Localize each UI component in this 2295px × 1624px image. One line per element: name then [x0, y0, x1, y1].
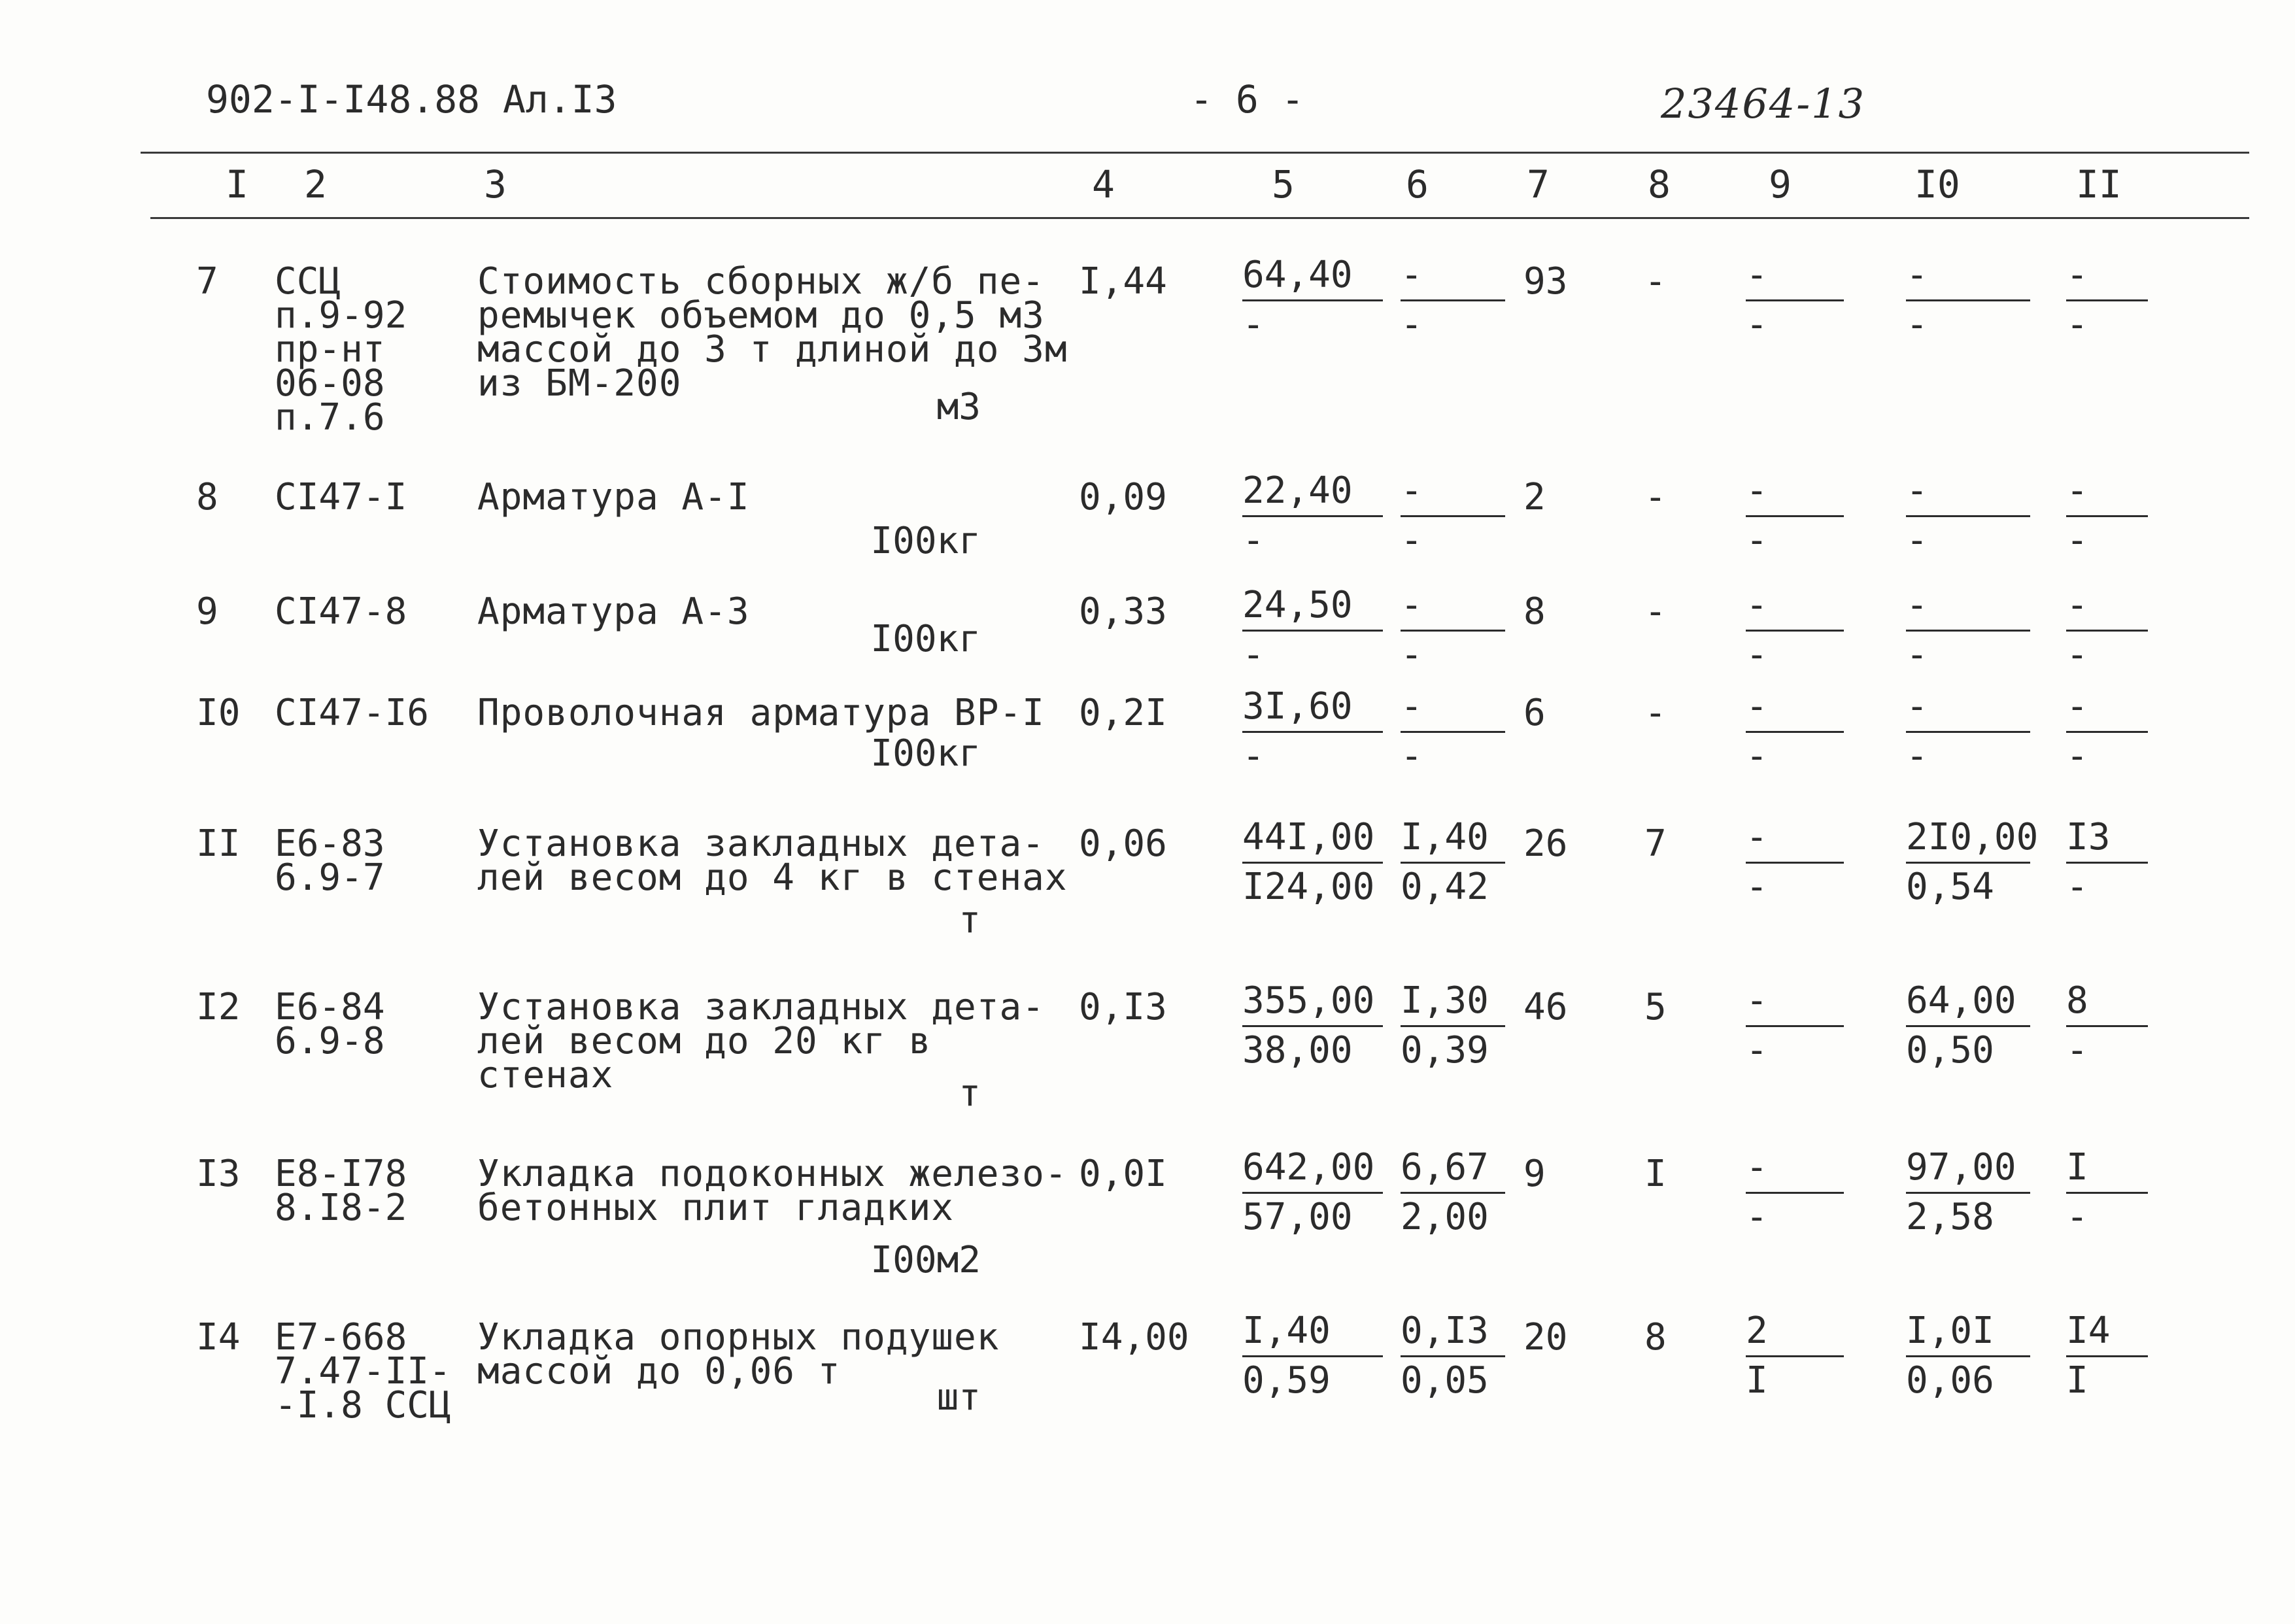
fraction-numerator: -: [1401, 473, 1505, 517]
quantity: 0,33: [1079, 590, 1167, 633]
fraction-denominator: -: [1242, 519, 1265, 562]
fraction-cell-c5: [1242, 584, 1383, 676]
fraction-cell-c10: [1906, 685, 2030, 777]
fraction-denominator: 2,00: [1401, 1196, 1489, 1238]
fraction-denominator: I: [2066, 1359, 2088, 1402]
fraction-denominator: 0,54: [1906, 866, 1994, 908]
row-number: I0: [196, 692, 241, 734]
fraction-cell-c6: [1401, 469, 1505, 562]
fraction-cell-c11: [2066, 685, 2148, 777]
row-number: 9: [196, 590, 218, 633]
quantity: 0,09: [1079, 476, 1167, 518]
fraction-cell-c9: [1746, 979, 1844, 1072]
row-number: 7: [196, 260, 218, 303]
fraction-numerator: -: [1746, 257, 1844, 301]
fraction-numerator: -: [1906, 473, 2030, 517]
fraction-cell-c6: [1401, 584, 1505, 676]
row-number: I2: [196, 986, 241, 1028]
fraction-denominator: 0,59: [1242, 1359, 1331, 1402]
work-description: Арматура А-I: [477, 476, 750, 518]
fraction-cell-c10: [1906, 1146, 2030, 1238]
fraction-numerator: I: [2066, 1149, 2148, 1194]
fraction-cell-c6: [1401, 816, 1505, 908]
fraction-cell-c9: [1746, 1310, 1844, 1402]
quantity: 0,0I: [1079, 1153, 1167, 1195]
fraction-cell-c9: [1746, 469, 1844, 562]
unit-of-measure: I00кг: [870, 520, 981, 562]
price-code: -I.8 ССЦ: [275, 1384, 451, 1427]
unit-of-measure: т: [959, 1072, 981, 1115]
fraction-denominator: -: [1401, 303, 1423, 346]
fraction-numerator: 44I,00: [1242, 819, 1383, 864]
fraction-denominator: -: [1906, 735, 1928, 777]
work-description: из БМ-200: [477, 362, 682, 405]
work-description: Укладка подоконных железо-: [477, 1153, 1068, 1195]
fraction-denominator: -: [2066, 634, 2088, 676]
fraction-numerator: -: [2066, 473, 2148, 517]
inventory-number: 23464-13: [1661, 80, 1866, 127]
work-description: лей весом до 20 кг в: [477, 1020, 932, 1062]
fraction-cell-c6: [1401, 1310, 1505, 1402]
column-header-8: 8: [1648, 162, 1671, 207]
fraction-numerator: 8: [2066, 983, 2148, 1027]
document-code: 902-I-I48.88 Ал.I3: [206, 77, 617, 122]
fraction-denominator: 0,06: [1906, 1359, 1994, 1402]
unit-of-measure: I00кг: [870, 732, 981, 775]
fraction-denominator: -: [1906, 519, 1928, 562]
fraction-cell-c11: [2066, 584, 2148, 676]
price-code: 7.47-II-: [275, 1350, 451, 1393]
fraction-numerator: I,40: [1401, 819, 1505, 864]
fraction-denominator: -: [1401, 735, 1423, 777]
work-description: Стоимость сборных ж/б пе-: [477, 260, 1045, 303]
fraction-cell-c11: [2066, 1310, 2148, 1402]
fraction-numerator: I4: [2066, 1313, 2148, 1357]
column-7-value: 93: [1523, 260, 1568, 303]
fraction-cell-c10: [1906, 979, 2030, 1072]
fraction-cell-c11: [2066, 1146, 2148, 1238]
fraction-denominator: -: [1401, 519, 1423, 562]
fraction-denominator: -: [1746, 519, 1768, 562]
fraction-cell-c10: [1906, 469, 2030, 562]
fraction-cell-c11: [2066, 254, 2148, 346]
column-8-value: 8: [1644, 1316, 1667, 1359]
column-header-6: 6: [1406, 162, 1429, 207]
fraction-numerator: -: [2066, 688, 2148, 733]
fraction-numerator: I,30: [1401, 983, 1505, 1027]
fraction-denominator: -: [1746, 1196, 1768, 1238]
column-8-value: I: [1644, 1153, 1667, 1195]
fraction-numerator: -: [1746, 587, 1844, 632]
fraction-numerator: 64,40: [1242, 257, 1383, 301]
fraction-numerator: 3I,60: [1242, 688, 1383, 733]
fraction-numerator: 355,00: [1242, 983, 1383, 1027]
fraction-denominator: -: [1746, 1029, 1768, 1072]
work-description: ремычек объемом до 0,5 м3: [477, 294, 1045, 337]
quantity: I,44: [1079, 260, 1167, 303]
fraction-cell-c5: [1242, 816, 1383, 908]
fraction-cell-c9: [1746, 816, 1844, 908]
column-header-9: 9: [1769, 162, 1792, 207]
quantity: 0,2I: [1079, 692, 1167, 734]
column-header-3: 3: [484, 162, 507, 207]
price-code: 6.9-8: [275, 1020, 385, 1062]
quantity: 0,06: [1079, 822, 1167, 865]
fraction-denominator: 0,50: [1906, 1029, 1994, 1072]
column-header-11: II: [2076, 162, 2122, 207]
fraction-numerator: I3: [2066, 819, 2148, 864]
price-code: 8.I8-2: [275, 1187, 407, 1229]
fraction-denominator: -: [1746, 866, 1768, 908]
fraction-denominator: 0,05: [1401, 1359, 1489, 1402]
work-description: Укладка опорных подушек: [477, 1316, 1000, 1359]
price-code: CI47-8: [275, 590, 407, 633]
fraction-numerator: 0,I3: [1401, 1313, 1505, 1357]
fraction-cell-c9: [1746, 254, 1844, 346]
column-8-value: 5: [1644, 986, 1667, 1028]
fraction-cell-c5: [1242, 1310, 1383, 1402]
work-description: массой до 3 т длиной до 3м: [477, 328, 1068, 371]
price-code: п.9-92: [275, 294, 407, 337]
price-code: 6.9-7: [275, 856, 385, 899]
fraction-cell-c5: [1242, 1146, 1383, 1238]
fraction-numerator: -: [1746, 688, 1844, 733]
column-header-2: 2: [304, 162, 327, 207]
price-code: Е7-668: [275, 1316, 407, 1359]
row-number: I3: [196, 1153, 241, 1195]
fraction-numerator: 2: [1746, 1313, 1844, 1357]
work-description: Установка закладных дета-: [477, 822, 1045, 865]
column-7-value: 8: [1523, 590, 1546, 633]
fraction-numerator: 97,00: [1906, 1149, 2030, 1194]
fraction-denominator: -: [2066, 866, 2088, 908]
work-description: лей весом до 4 кг в стенах: [477, 856, 1068, 899]
fraction-numerator: I,0I: [1906, 1313, 2030, 1357]
fraction-numerator: -: [1906, 587, 2030, 632]
work-description: Установка закладных дета-: [477, 986, 1045, 1028]
price-code: Е8-I78: [275, 1153, 407, 1195]
fraction-cell-c10: [1906, 254, 2030, 346]
fraction-cell-c10: [1906, 584, 2030, 676]
fraction-cell-c6: [1401, 979, 1505, 1072]
fraction-denominator: I: [1746, 1359, 1768, 1402]
fraction-denominator: -: [1242, 303, 1265, 346]
column-header-4: 4: [1092, 162, 1115, 207]
column-header-10: I0: [1914, 162, 1960, 207]
fraction-denominator: I24,00: [1242, 866, 1375, 908]
column-7-value: 46: [1523, 986, 1568, 1028]
page-number: - 6 -: [1190, 77, 1304, 122]
fraction-cell-c5: [1242, 469, 1383, 562]
work-description: бетонных плит гладких: [477, 1187, 955, 1229]
column-8-value: -: [1644, 476, 1667, 518]
fraction-numerator: -: [1401, 587, 1505, 632]
fraction-denominator: 0,39: [1401, 1029, 1489, 1072]
fraction-denominator: -: [1242, 634, 1265, 676]
price-code: Е6-83: [275, 822, 385, 865]
column-header-5: 5: [1272, 162, 1295, 207]
fraction-denominator: 2,58: [1906, 1196, 1994, 1238]
quantity: I4,00: [1079, 1316, 1189, 1359]
fraction-numerator: -: [2066, 257, 2148, 301]
fraction-cell-c5: [1242, 254, 1383, 346]
fraction-denominator: -: [2066, 1196, 2088, 1238]
fraction-denominator: -: [1906, 303, 1928, 346]
fraction-numerator: 2I0,00: [1906, 819, 2030, 864]
top-rule: [141, 152, 2249, 154]
fraction-numerator: -: [1401, 257, 1505, 301]
fraction-denominator: -: [2066, 735, 2088, 777]
column-8-value: -: [1644, 692, 1667, 734]
price-code: ССЦ: [275, 260, 341, 303]
price-code: CI47-I: [275, 476, 407, 518]
fraction-denominator: -: [2066, 303, 2088, 346]
column-8-value: -: [1644, 590, 1667, 633]
price-code: 06-08: [275, 362, 385, 405]
fraction-denominator: 57,00: [1242, 1196, 1353, 1238]
fraction-numerator: I,40: [1242, 1313, 1383, 1357]
fraction-cell-c11: [2066, 469, 2148, 562]
column-7-value: 20: [1523, 1316, 1568, 1359]
fraction-cell-c5: [1242, 979, 1383, 1072]
price-code: п.7.6: [275, 396, 385, 439]
fraction-denominator: -: [1906, 634, 1928, 676]
fraction-numerator: 24,50: [1242, 587, 1383, 632]
fraction-cell-c10: [1906, 1310, 2030, 1402]
fraction-numerator: 642,00: [1242, 1149, 1383, 1194]
fraction-numerator: 6,67: [1401, 1149, 1505, 1194]
fraction-denominator: -: [1401, 634, 1423, 676]
column-header-1: I: [226, 162, 248, 207]
fraction-numerator: -: [1746, 473, 1844, 517]
fraction-cell-c9: [1746, 584, 1844, 676]
unit-of-measure: I00м2: [870, 1239, 981, 1281]
fraction-cell-c6: [1401, 1146, 1505, 1238]
fraction-numerator: -: [2066, 587, 2148, 632]
price-code: Е6-84: [275, 986, 385, 1028]
header-rule: [150, 217, 2249, 219]
row-number: I4: [196, 1316, 241, 1359]
work-description: Проволочная арматура ВР-I: [477, 692, 1045, 734]
fraction-cell-c5: [1242, 685, 1383, 777]
fraction-denominator: -: [1746, 634, 1768, 676]
fraction-cell-c10: [1906, 816, 2039, 908]
fraction-denominator: -: [1746, 735, 1768, 777]
fraction-numerator: -: [1746, 819, 1844, 864]
work-description: Арматура А-3: [477, 590, 750, 633]
work-description: массой до 0,06 т: [477, 1350, 841, 1393]
fraction-denominator: -: [2066, 519, 2088, 562]
fraction-numerator: -: [1746, 1149, 1844, 1194]
fraction-numerator: -: [1746, 983, 1844, 1027]
row-number: II: [196, 822, 241, 865]
column-7-value: 6: [1523, 692, 1546, 734]
fraction-cell-c9: [1746, 685, 1844, 777]
unit-of-measure: т: [959, 899, 981, 941]
fraction-cell-c6: [1401, 685, 1505, 777]
fraction-numerator: -: [1906, 257, 2030, 301]
fraction-numerator: -: [1906, 688, 2030, 733]
column-header-7: 7: [1527, 162, 1550, 207]
fraction-numerator: -: [1401, 688, 1505, 733]
fraction-denominator: -: [1242, 735, 1265, 777]
unit-of-measure: шт: [936, 1376, 981, 1419]
quantity: 0,I3: [1079, 986, 1167, 1028]
column-8-value: 7: [1644, 822, 1667, 865]
fraction-denominator: -: [2066, 1029, 2088, 1072]
fraction-cell-c6: [1401, 254, 1505, 346]
fraction-cell-c11: [2066, 816, 2148, 908]
fraction-numerator: 64,00: [1906, 983, 2030, 1027]
work-description: стенах: [477, 1054, 614, 1096]
price-code: CI47-I6: [275, 692, 430, 734]
row-number: 8: [196, 476, 218, 518]
fraction-cell-c11: [2066, 979, 2148, 1072]
fraction-denominator: -: [1746, 303, 1768, 346]
column-7-value: 9: [1523, 1153, 1546, 1195]
fraction-denominator: 0,42: [1401, 866, 1489, 908]
price-code: пр-нт: [275, 328, 385, 371]
column-7-value: 26: [1523, 822, 1568, 865]
fraction-numerator: 22,40: [1242, 473, 1383, 517]
fraction-denominator: 38,00: [1242, 1029, 1353, 1072]
fraction-cell-c9: [1746, 1146, 1844, 1238]
column-7-value: 2: [1523, 476, 1546, 518]
unit-of-measure: I00кг: [870, 618, 981, 660]
unit-of-measure: м3: [936, 386, 981, 428]
column-8-value: -: [1644, 260, 1667, 303]
